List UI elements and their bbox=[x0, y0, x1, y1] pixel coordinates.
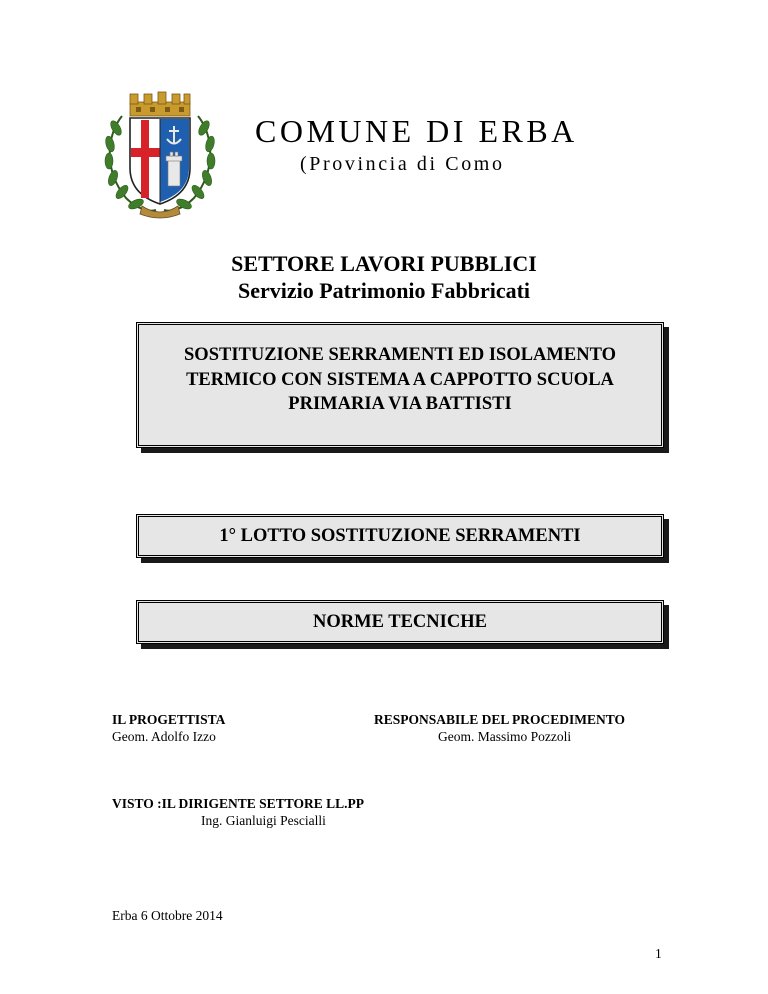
province-name: (Provincia di Como bbox=[300, 153, 505, 175]
department-heading bbox=[0, 250, 768, 304]
director-name: Ing. Gianluigi Pescialli bbox=[201, 813, 326, 828]
designer-name: Geom. Adolfo Izzo bbox=[112, 729, 216, 744]
service-name: Servizio Patrimonio Fabbricati bbox=[237, 278, 531, 303]
sector-name: SETTORE LAVORI PUBBLICI bbox=[231, 251, 537, 276]
municipality-name: COMUNE DI ERBA bbox=[255, 113, 578, 149]
document-date: Erba 6 Ottobre 2014 bbox=[112, 908, 223, 923]
lot-box: 1° LOTTO SOSTITUZIONE SERRAMENTI bbox=[136, 514, 664, 558]
project-title-line: TERMICO CON SISTEMA A CAPPOTTO SCUOLA bbox=[186, 369, 614, 390]
manager-name: Geom. Massimo Pozzoli bbox=[438, 729, 572, 744]
coat-of-arms-logo bbox=[100, 86, 220, 220]
manager-role: RESPONSABILE DEL PROCEDIMENTO bbox=[374, 712, 626, 727]
designer-role: IL PROGETTISTA bbox=[112, 712, 226, 727]
page-number: 1 bbox=[655, 946, 662, 961]
document-type-box: NORME TECNICHE bbox=[136, 600, 664, 644]
project-title-line: PRIMARIA VIA BATTISTI bbox=[288, 394, 512, 414]
project-title-line: SOSTITUZIONE SERRAMENTI ED ISOLAMENTO bbox=[184, 345, 616, 365]
director-approval-role: VISTO :IL DIRIGENTE SETTORE LL.PP bbox=[112, 796, 364, 811]
project-title-box bbox=[136, 322, 664, 448]
